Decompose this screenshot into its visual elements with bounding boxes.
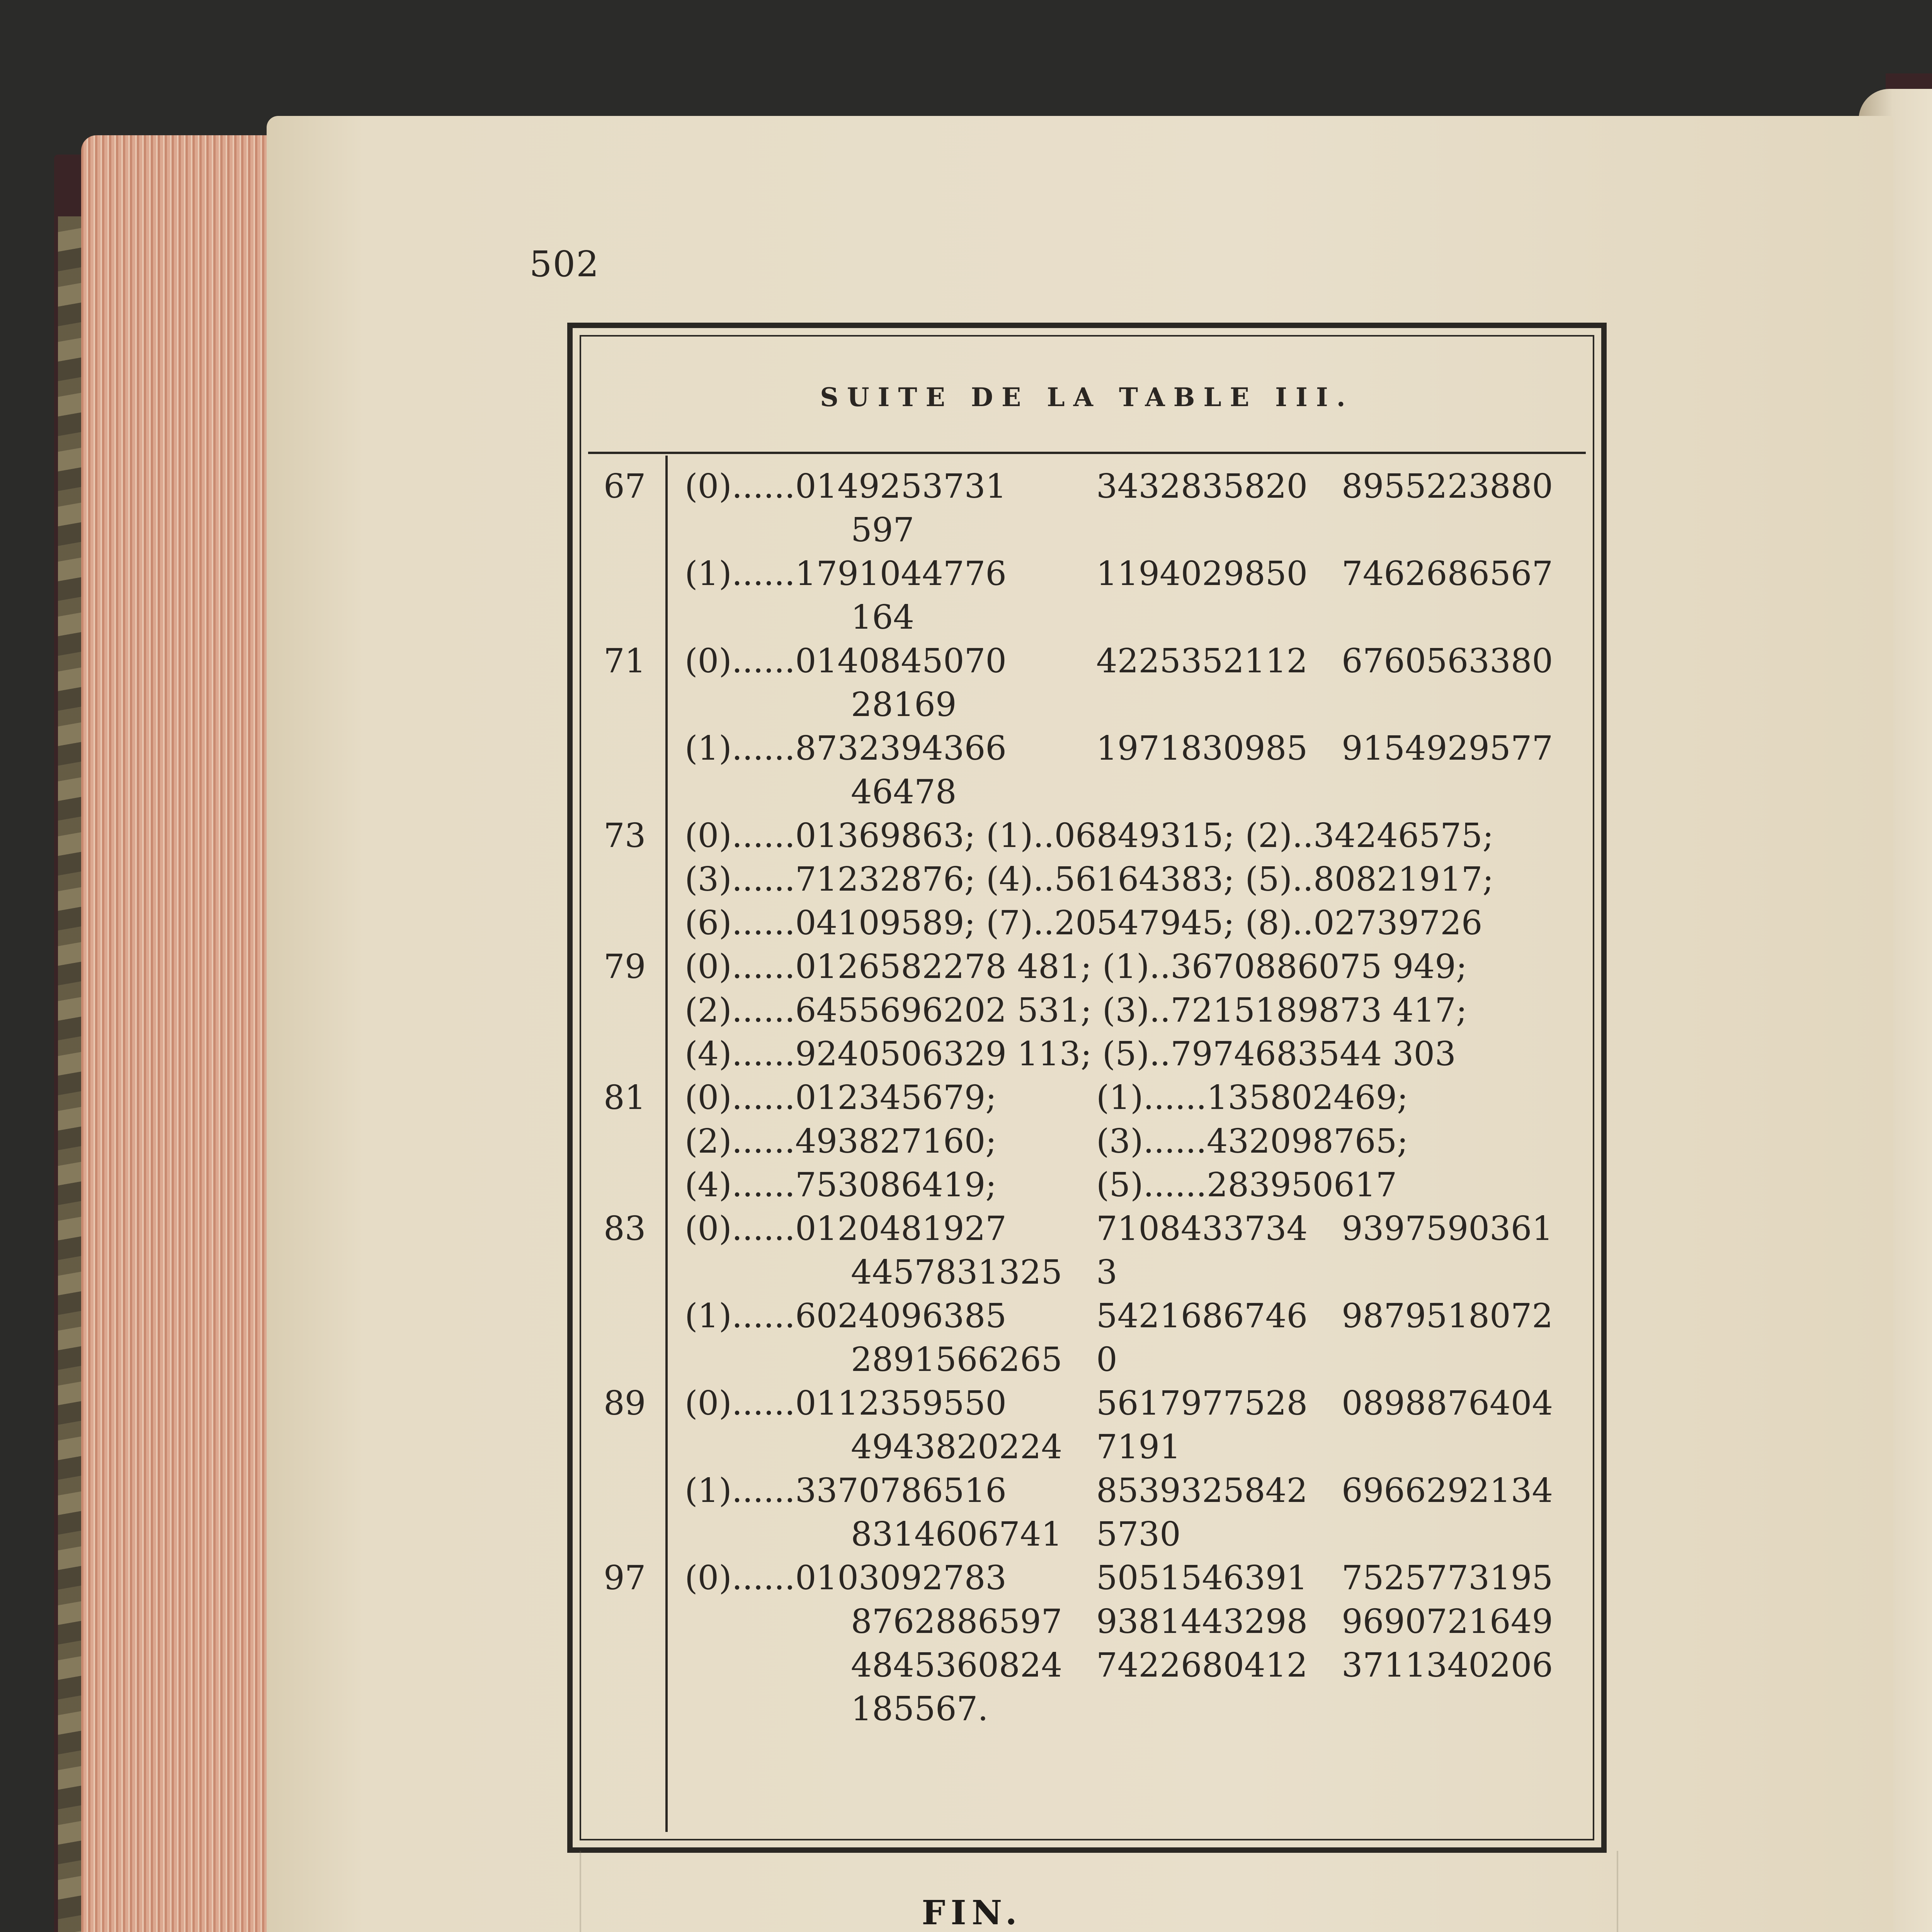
value-cell-1: (1)......3370786516	[685, 1471, 1007, 1510]
value-cell-2: 7191	[1096, 1428, 1181, 1466]
table-row	[573, 1559, 1601, 1604]
value-cell-1: (1)......6024096385	[685, 1297, 1007, 1335]
value-cell-3: 9154929577	[1342, 729, 1553, 768]
value-cell-3: 6966292134	[1342, 1471, 1553, 1510]
value-cell-1: (0)......0103092783	[685, 1559, 1007, 1597]
divisor-cell: 79	[604, 947, 646, 986]
table-row	[573, 947, 1601, 992]
value-cell-1: (2)......493827160;	[685, 1122, 997, 1161]
value-cell-2: 7422680412	[1096, 1646, 1308, 1685]
table-title: SUITE DE LA TABLE III.	[820, 382, 1354, 412]
divisor-cell: 81	[604, 1078, 646, 1117]
continuation-cell: 28169	[851, 685, 957, 724]
table-row	[573, 773, 1601, 818]
value-cell-1: (0)......0149253731	[685, 467, 1007, 506]
end-mark: FIN.	[922, 1893, 1022, 1932]
table-row	[573, 1690, 1601, 1735]
continuation-cell: 46478	[851, 773, 957, 811]
value-cell-1: (1)......8732394366	[685, 729, 1007, 768]
table-row	[573, 1122, 1601, 1167]
continuation-cell: 8762886597	[851, 1602, 1063, 1641]
value-cell-2: 3432835820	[1096, 467, 1308, 506]
value-cell-1: (2)......6455696202 531; (3)..7215189873 417;	[685, 991, 1467, 1030]
continuation-cell: 4457831325	[851, 1253, 1063, 1292]
table-row	[573, 598, 1601, 643]
title-rule	[588, 452, 1586, 454]
value-cell-3: 7525773195	[1342, 1559, 1553, 1597]
table-frame	[567, 323, 1607, 1853]
table-row	[573, 1297, 1601, 1342]
value-cell-3: 7462686567	[1342, 554, 1553, 593]
value-cell-1: (3)......71232876; (4)..56164383; (5)..80821917;	[685, 860, 1494, 899]
value-cell-2: 5617977528	[1096, 1384, 1308, 1423]
value-cell-1: (0)......0112359550	[685, 1384, 1007, 1423]
table-row	[573, 816, 1601, 861]
table-row	[573, 991, 1601, 1036]
table-row	[573, 685, 1601, 730]
table-row	[573, 1471, 1601, 1516]
table-row	[573, 467, 1601, 512]
value-cell-2: 0	[1096, 1340, 1117, 1379]
continuation-cell: 2891566265	[851, 1340, 1063, 1379]
table-row	[573, 511, 1601, 556]
table-row	[573, 729, 1601, 774]
value-cell-1: (0)......012345679;	[685, 1078, 997, 1117]
value-cell-1: (6)......04109589; (7)..20547945; (8)..02739726	[685, 904, 1483, 942]
divisor-cell: 83	[604, 1209, 646, 1248]
continuation-cell: 164	[851, 598, 915, 637]
table-row	[573, 642, 1601, 687]
continuation-cell: 597	[851, 511, 915, 549]
value-cell-3: 3711340206	[1342, 1646, 1553, 1685]
value-cell-2: 5730	[1096, 1515, 1181, 1554]
value-cell-3: 0898876404	[1342, 1384, 1553, 1423]
value-cell-2: 5051546391	[1096, 1559, 1308, 1597]
divisor-cell: 71	[604, 642, 646, 680]
table-row	[573, 1384, 1601, 1429]
value-cell-3: 9690721649	[1342, 1602, 1553, 1641]
divisor-cell: 97	[604, 1559, 646, 1597]
table-row	[573, 1340, 1601, 1385]
value-cell-3: 8955223880	[1342, 467, 1553, 506]
value-cell-2: 5421686746	[1096, 1297, 1308, 1335]
divisor-cell: 67	[604, 467, 646, 506]
value-cell-3: 9397590361	[1342, 1209, 1553, 1248]
value-cell-1: (0)......0140845070	[685, 642, 1007, 680]
table-row	[573, 904, 1601, 949]
value-cell-1: (0)......0126582278 481; (1)..3670886075 949;	[685, 947, 1467, 986]
value-cell-1: (4)......753086419;	[685, 1166, 997, 1204]
value-cell-2: 8539325842	[1096, 1471, 1308, 1510]
value-cell-1: (0)......0120481927	[685, 1209, 1007, 1248]
table-row	[573, 1428, 1601, 1473]
value-cell-2: 1194029850	[1096, 554, 1308, 593]
value-cell-2: 7108433734	[1096, 1209, 1308, 1248]
table-row	[573, 860, 1601, 905]
table-row	[573, 1035, 1601, 1080]
continuation-cell: 8314606741	[851, 1515, 1063, 1554]
table-row	[573, 1209, 1601, 1254]
value-cell-3: 6760563380	[1342, 642, 1553, 680]
table-row	[573, 1166, 1601, 1211]
divisor-cell: 89	[604, 1384, 646, 1423]
value-cell-1: (1)......1791044776	[685, 554, 1007, 593]
value-cell-2: 9381443298	[1096, 1602, 1308, 1641]
value-cell-2: 1971830985	[1096, 729, 1308, 768]
continuation-cell: 4845360824	[851, 1646, 1063, 1685]
divisor-cell: 73	[604, 816, 646, 855]
value-cell-2: (5)......283950617	[1096, 1166, 1397, 1204]
value-cell-1: (4)......9240506329 113; (5)..7974683544 303	[685, 1035, 1456, 1073]
continuation-cell: 4943820224	[851, 1428, 1063, 1466]
value-cell-2: 4225352112	[1096, 642, 1308, 680]
page-number: 502	[529, 243, 600, 285]
table-row	[573, 1602, 1601, 1647]
table-row	[573, 1253, 1601, 1298]
value-cell-2: (1)......135802469;	[1096, 1078, 1408, 1117]
value-cell-3: 9879518072	[1342, 1297, 1553, 1335]
page-edges	[81, 135, 298, 1932]
value-cell-2: (3)......432098765;	[1096, 1122, 1408, 1161]
table-row	[573, 1515, 1601, 1560]
value-cell-1: (0)......01369863; (1)..06849315; (2)..34246575;	[685, 816, 1494, 855]
value-cell-2: 3	[1096, 1253, 1117, 1292]
table-row	[573, 1646, 1601, 1691]
table-row	[573, 554, 1601, 599]
table-row	[573, 1078, 1601, 1123]
continuation-cell: 185567.	[851, 1690, 988, 1728]
